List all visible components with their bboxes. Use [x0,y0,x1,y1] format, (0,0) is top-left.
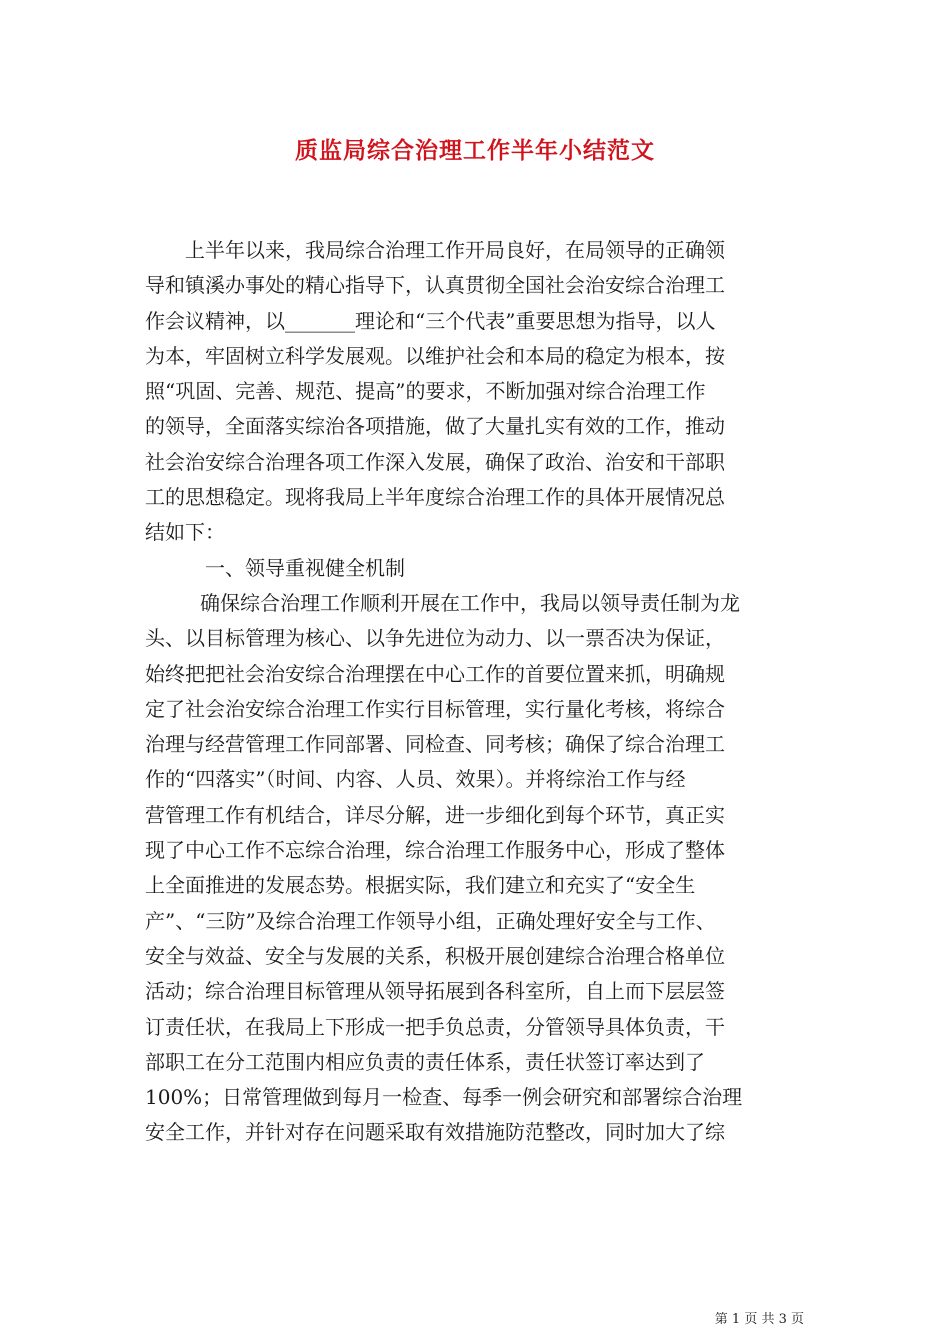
paragraph-line: 部职工在分工范围内相应负责的责任体系，责任状签订率达到了 [145,1049,705,1074]
paragraph-line: 安全与效益、安全与发展的关系，积极开展创建综合治理合格单位 [145,943,725,968]
page-number: 第 1 页 共 3 页 [714,1312,804,1327]
paragraph-line: 头、以目标管理为核心、以争先进位为动力、以一票否决为保证， [145,626,725,651]
paragraph-line: 导和镇溪办事处的精心指导下，认真贯彻全国社会治安综合治理工 [145,273,725,298]
paragraph-line: 结如下： [145,520,225,545]
paragraph-line: 作的“四落实”（时间、内容、人员、效果）。并将综治工作与经 [145,767,686,792]
document-title: 质监局综合治理工作半年小结范文 [295,138,655,164]
document-body [145,233,805,1151]
paragraph-line: 治理与经营管理工作同部署、同检查、同考核；确保了综合治理工 [145,732,725,757]
paragraph-line: 定了社会治安综合治理工作实行目标管理，实行量化考核，将综合 [145,696,725,721]
paragraph-line: 100%；日常管理做到每月一检查、每季一例会研究和部署综合治理 [145,1085,743,1110]
paragraph-line: 上半年以来，我局综合治理工作开局良好，在局领导的正确领 [185,238,725,262]
paragraph-line: 始终把把社会治安综合治理摆在中心工作的首要位置来抓，明确规 [145,661,725,686]
paragraph-line: 工的思想稳定。现将我局上半年度综合治理工作的具体开展情况总 [145,485,725,510]
paragraph-line: 确保综合治理工作顺利开展在工作中，我局以领导责任制为龙 [200,590,740,615]
paragraph-line: 社会治安综合治理各项工作深入发展，确保了政治、治安和干部职 [145,449,725,474]
paragraph-line: 为本，牢固树立科学发展观。以维护社会和本局的稳定为根本，按 [145,343,725,368]
paragraph-line: 活动；综合治理目标管理从领导拓展到各科室所，自上而下层层签 [145,979,725,1004]
paragraph-line: 安全工作，并针对存在问题采取有效措施防范整改，同时加大了综 [145,1120,725,1145]
section-heading: 一、领导重视健全机制 [205,555,405,580]
paragraph-line: 订责任状，在我局上下形成一把手负总责，分管领导具体负责，干 [145,1014,725,1039]
paragraph-line: 现了中心工作不忘综合治理，综合治理工作服务中心，形成了整体 [145,838,725,863]
paragraph-line: 营管理工作有机结合，详尽分解，进一步细化到每个环节，真正实 [145,802,725,827]
paragraph-line: 的领导，全面落实综治各项措施，做了大量扎实有效的工作，推动 [145,414,725,439]
paragraph-line: 照“巩固、完善、规范、提高”的要求，不断加强对综合治理工作 [145,379,706,404]
paragraph-line: 产”、“三防”及综合治理工作领导小组，正确处理好安全与工作、 [145,908,716,933]
paragraph-line: 作会议精神，以_______理论和“三个代表”重要思想为指导，以人 [145,308,716,333]
paragraph-line: 上全面推进的发展态势。根据实际，我们建立和充实了“安全生 [145,873,696,898]
